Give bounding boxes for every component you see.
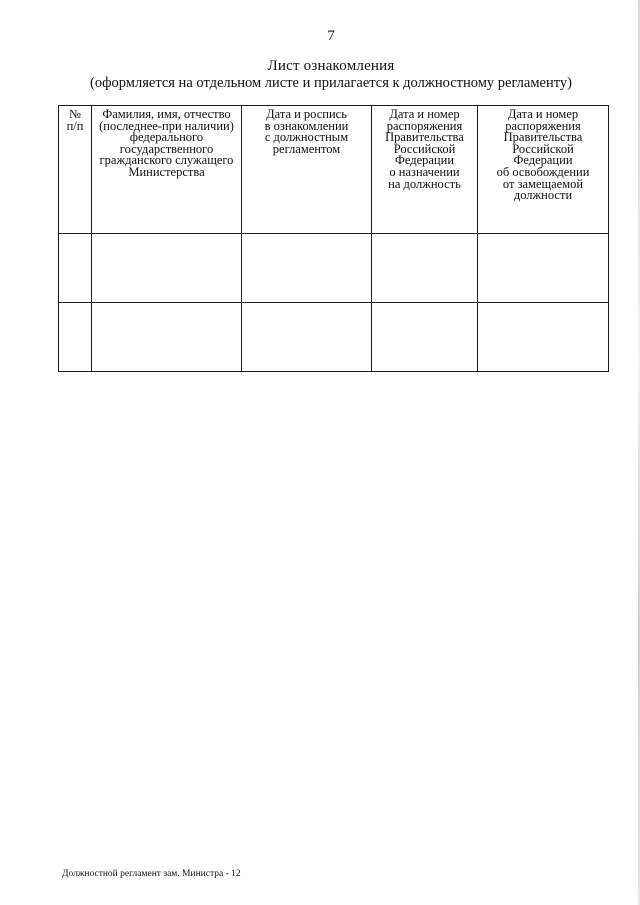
- table-cell: [59, 234, 92, 303]
- page-title: Лист ознакомления: [267, 58, 395, 74]
- column-header-number: № п/п: [59, 106, 92, 234]
- footer-note: Должностной регламент зам. Министра - 12: [62, 869, 241, 879]
- page-number: 7: [327, 28, 335, 44]
- table-row: [59, 234, 609, 303]
- table-cell: [372, 234, 478, 303]
- column-header-full-name: Фамилия, имя, отчество (последнее-при наличии) федерального государственного гражданского служащего Министерства: [92, 106, 242, 234]
- table-cell: [59, 303, 92, 372]
- table-cell: [478, 234, 609, 303]
- table-cell: [242, 303, 372, 372]
- table-cell: [92, 303, 242, 372]
- table-header-row: [59, 106, 609, 234]
- column-header-dismissal-order: Дата и номер распоряжения Правительства Российской Федерации об освобождении от замещаемой должности: [478, 106, 609, 234]
- column-header-appointment-order: Дата и номер распоряжения Правительства Российской Федерации о назначении на должность: [372, 106, 478, 234]
- table-cell: [478, 303, 609, 372]
- table-cell: [372, 303, 478, 372]
- table-cell: [242, 234, 372, 303]
- acknowledgement-table: [58, 105, 609, 372]
- table-cell: [92, 234, 242, 303]
- page-subtitle: (оформляется на отдельном листе и прилагается к должностному регламенту): [90, 75, 572, 91]
- table-row: [59, 303, 609, 372]
- column-header-signature-date: Дата и роспись в ознакомлении с должностным регламентом: [242, 106, 372, 234]
